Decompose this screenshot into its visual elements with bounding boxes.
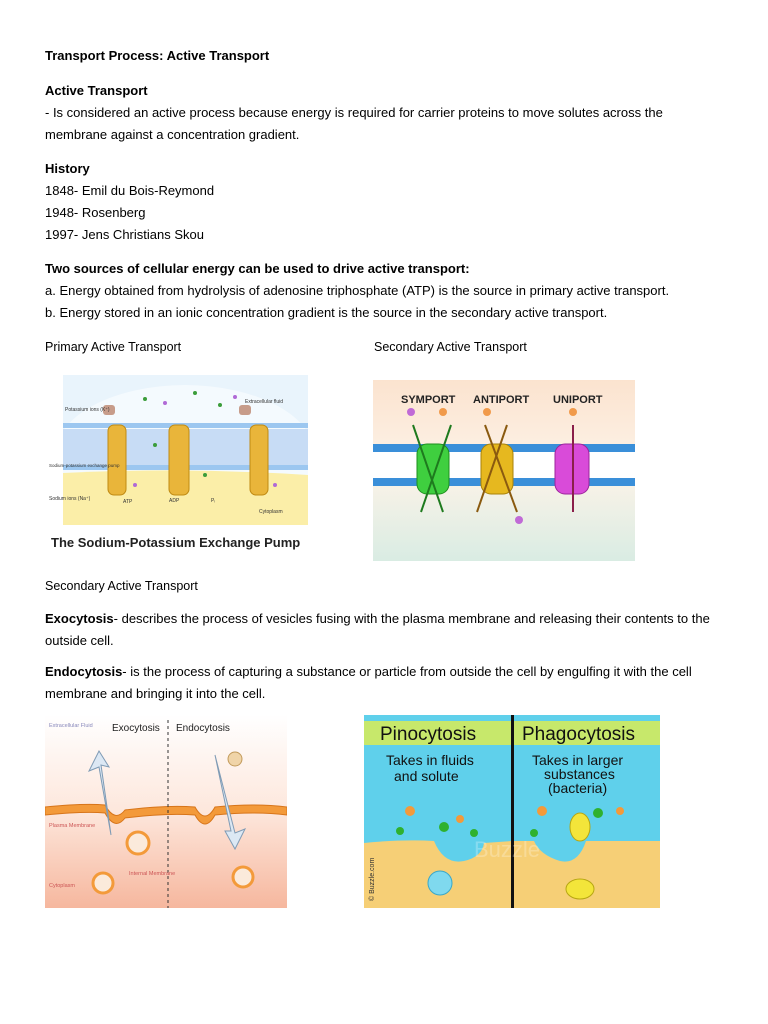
exocytosis-line-2: outside cell. <box>45 633 114 648</box>
pump-figure-title: The Sodium-Potassium Exchange Pump <box>51 535 301 550</box>
history-item: 1848- Emil du Bois-Reymond <box>45 183 215 198</box>
endocytosis-line-1 <box>45 661 692 683</box>
label-symport: SYMPORT <box>401 394 456 406</box>
definition-line-1: - Is considered an active process because energy is required for carrier proteins to move solutes across the <box>45 105 663 120</box>
label-exocytosis: Exocytosis <box>112 723 160 734</box>
label-uniport: UNIPORT <box>553 394 603 406</box>
symport-antiport-uniport-figure <box>373 380 635 561</box>
label-exchange-pump: Sodium-potassium exchange pump <box>49 463 120 468</box>
buzzle-credit: © Buzzle.com <box>369 857 376 901</box>
energy-item-b: b. Energy stored in an ionic concentration gradient is the source in the secondary active transport. <box>45 305 608 320</box>
active-transport-heading: Active Transport <box>45 83 148 98</box>
endocytosis-text: - is the process of capturing a substance or particle from outside the cell by engulfing it with the cell <box>122 664 692 679</box>
label-extracellular-fluid-2: Extracellular Fluid <box>49 723 93 729</box>
caption-secondary-2: Secondary Active Transport <box>45 579 198 593</box>
label-phosphate: Pᵢ <box>211 498 216 504</box>
exocytosis-endocytosis-figure <box>45 715 287 908</box>
pinocytosis-sub-2: and solute <box>394 768 459 784</box>
history-item: 1997- Jens Christians Skou <box>45 227 204 242</box>
label-adp: ADP <box>169 498 180 504</box>
endocytosis-line-2: membrane and bringing it into the cell. <box>45 686 266 701</box>
phagocytosis-sub-3: (bacteria) <box>548 780 608 796</box>
pinocytosis-sub-1: Takes in fluids <box>386 752 474 768</box>
phagocytosis-sub-2: substances <box>544 766 615 782</box>
endocytosis-term: Endocytosis <box>45 664 123 679</box>
caption-secondary: Secondary Active Transport <box>374 340 527 354</box>
label-cytoplasm-2: Cytoplasm <box>49 883 75 889</box>
label-sodium-ions: Sodium ions (Na⁺) <box>49 496 91 502</box>
label-extracellular-fluid: Extracellular fluid <box>245 399 284 405</box>
label-endocytosis: Endocytosis <box>176 723 230 734</box>
exocytosis-line-1 <box>45 608 710 630</box>
label-internal-membrane: Internal Membrane <box>129 871 176 877</box>
energy-item-a: a. Energy obtained from hydrolysis of adenosine triphosphate (ATP) is the source in primary active transport. <box>45 283 670 298</box>
history-heading: History <box>45 161 90 176</box>
label-cytoplasm: Cytoplasm <box>259 509 283 515</box>
sodium-potassium-pump-figure <box>45 375 320 555</box>
caption-primary: Primary Active Transport <box>45 340 182 354</box>
energy-heading: Two sources of cellular energy can be used to drive active transport: <box>45 261 470 276</box>
label-atp: ATP <box>123 499 133 505</box>
buzzle-watermark: Buzzle <box>474 837 541 862</box>
label-potassium-ions: Potassium ions (K⁺) <box>65 407 110 413</box>
history-item: 1948- Rosenberg <box>45 205 146 220</box>
page-title: Transport Process: Active Transport <box>45 48 270 63</box>
exocytosis-term: Exocytosis <box>45 611 114 626</box>
exocytosis-text: - describes the process of vesicles fusing with the plasma membrane and releasing their contents to the <box>113 611 710 626</box>
label-plasma-membrane: Plasma Membrane <box>49 823 96 829</box>
phagocytosis-sub-1: Takes in larger <box>532 752 624 768</box>
pinocytosis-title: Pinocytosis <box>380 724 477 745</box>
pinocytosis-phagocytosis-figure <box>364 715 660 908</box>
label-antiport: ANTIPORT <box>473 394 530 406</box>
definition-line-2: membrane against a concentration gradient. <box>45 127 300 142</box>
phagocytosis-title: Phagocytosis <box>522 724 636 745</box>
